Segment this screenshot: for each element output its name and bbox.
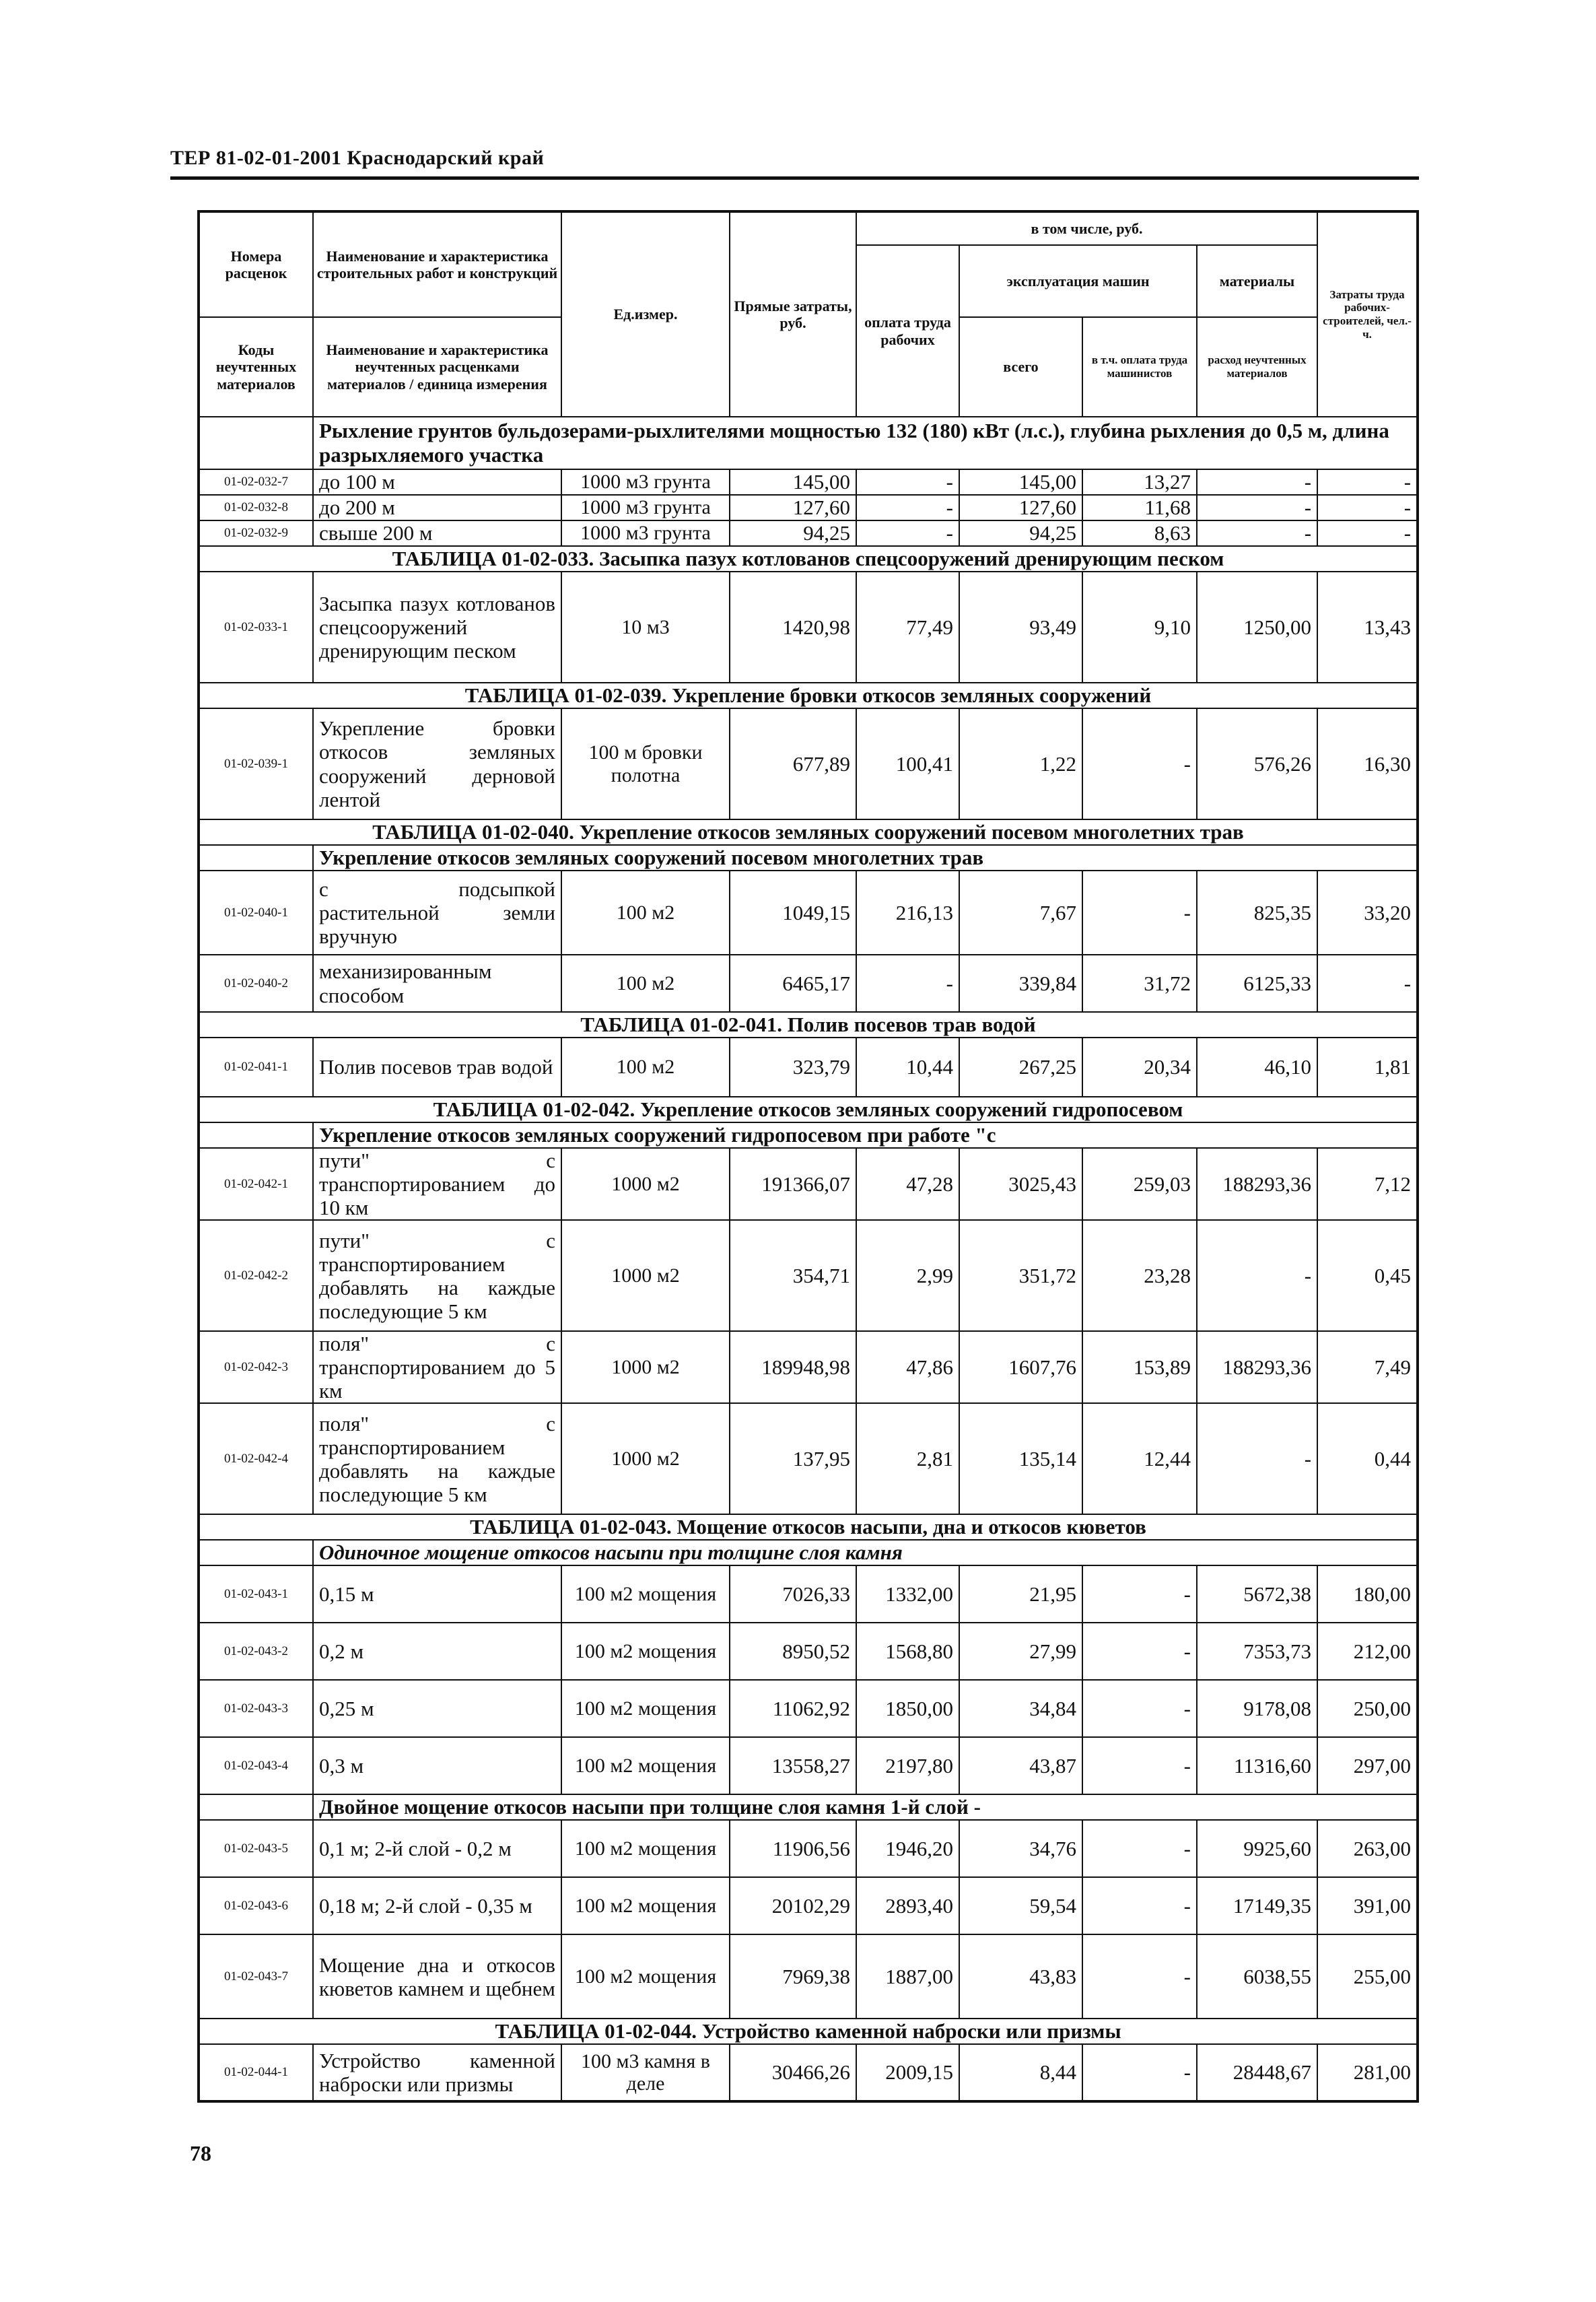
direct-cost: 354,71 xyxy=(730,1220,856,1331)
rate-unit: 100 м3 камня в деле xyxy=(561,2044,730,2101)
machinists-wages: 12,44 xyxy=(1082,1403,1197,1514)
labor: - xyxy=(1317,495,1418,520)
rate-name: до 100 м xyxy=(313,469,561,495)
rate-code: 01-02-032-8 xyxy=(199,495,313,520)
rate-unit: 100 м2 xyxy=(561,955,730,1012)
machines-total: 267,25 xyxy=(959,1038,1082,1097)
table-row xyxy=(199,572,1418,683)
table-row xyxy=(199,520,1418,546)
machinists-wages: - xyxy=(1082,2044,1197,2101)
section-spacer xyxy=(199,1122,313,1148)
table-row xyxy=(199,1331,1418,1403)
wages: 2009,15 xyxy=(856,2044,959,2101)
table-row xyxy=(199,469,1418,495)
table-title-039: ТАБЛИЦА 01-02-039. Укрепление бровки откосов земляных сооружений xyxy=(199,683,1418,708)
rate-code: 01-02-042-4 xyxy=(199,1403,313,1514)
section-title-032: Рыхление грунтов бульдозерами-рыхлителями мощностью 132 (180) кВт (л.с.), глубина рыхления до 0,5 м, длина разрыхляемого участка xyxy=(313,417,1418,469)
machines-total: 94,25 xyxy=(959,520,1082,546)
table-row xyxy=(199,955,1418,1012)
machinists-wages: 259,03 xyxy=(1082,1148,1197,1220)
table-row xyxy=(199,871,1418,955)
machinists-wages: - xyxy=(1082,1737,1197,1794)
materials: 11316,60 xyxy=(1197,1737,1317,1794)
wages: 2893,40 xyxy=(856,1877,959,1934)
rate-name: свыше 200 м xyxy=(313,520,561,546)
col-name-header: Наименование и характеристика строительных работ и конструкций xyxy=(313,211,561,317)
direct-cost: 191366,07 xyxy=(730,1148,856,1220)
labor: 255,00 xyxy=(1317,1934,1418,2019)
rate-code: 01-02-032-9 xyxy=(199,520,313,546)
rate-unit: 10 м3 xyxy=(561,572,730,683)
table-row xyxy=(199,1737,1418,1794)
machines-total: 27,99 xyxy=(959,1623,1082,1680)
rate-name: до 200 м xyxy=(313,495,561,520)
materials: 7353,73 xyxy=(1197,1623,1317,1680)
col-materials-header: материалы xyxy=(1197,245,1317,317)
wages: 77,49 xyxy=(856,572,959,683)
machines-total: 93,49 xyxy=(959,572,1082,683)
machines-total: 351,72 xyxy=(959,1220,1082,1331)
rate-name: пути" с транспортированием добавлять на каждые последующие 5 км xyxy=(313,1220,561,1331)
materials: 825,35 xyxy=(1197,871,1317,955)
direct-cost: 11906,56 xyxy=(730,1820,856,1877)
labor: 13,43 xyxy=(1317,572,1418,683)
rate-name: 0,3 м xyxy=(313,1737,561,1794)
wages: - xyxy=(856,955,959,1012)
wages: 47,86 xyxy=(856,1331,959,1403)
materials: - xyxy=(1197,520,1317,546)
labor: 0,44 xyxy=(1317,1403,1418,1514)
rate-unit: 1000 м3 грунта xyxy=(561,520,730,546)
machines-total: 8,44 xyxy=(959,2044,1082,2101)
direct-cost: 1049,15 xyxy=(730,871,856,955)
rate-code: 01-02-043-1 xyxy=(199,1565,313,1623)
labor: - xyxy=(1317,520,1418,546)
rate-unit: 1000 м3 грунта xyxy=(561,495,730,520)
section-subtitle-043-double: Двойное мощение откосов насыпи при толщине слоя камня 1-й слой - xyxy=(313,1794,1418,1820)
machines-total: 43,87 xyxy=(959,1737,1082,1794)
wages: 216,13 xyxy=(856,871,959,955)
wages: - xyxy=(856,520,959,546)
rate-code: 01-02-043-6 xyxy=(199,1877,313,1934)
wages: 47,28 xyxy=(856,1148,959,1220)
machinists-wages: 11,68 xyxy=(1082,495,1197,520)
rate-name: 0,1 м; 2-й слой - 0,2 м xyxy=(313,1820,561,1877)
col-machines-header: эксплуатация машин xyxy=(959,245,1197,317)
wages: 1850,00 xyxy=(856,1680,959,1737)
machinists-wages: 9,10 xyxy=(1082,572,1197,683)
wages: 2,99 xyxy=(856,1220,959,1331)
table-row xyxy=(199,1148,1418,1220)
materials: 188293,36 xyxy=(1197,1331,1317,1403)
materials: - xyxy=(1197,495,1317,520)
direct-cost: 677,89 xyxy=(730,708,856,819)
rate-code: 01-02-040-2 xyxy=(199,955,313,1012)
table-row xyxy=(199,1877,1418,1934)
section-spacer xyxy=(199,845,313,871)
col-numbers-header: Номера расценок xyxy=(199,211,313,317)
rate-name: Мощение дна и откосов кюветов камнем и щебнем xyxy=(313,1934,561,2019)
materials: 1250,00 xyxy=(1197,572,1317,683)
direct-cost: 323,79 xyxy=(730,1038,856,1097)
labor: 33,20 xyxy=(1317,871,1418,955)
labor: 212,00 xyxy=(1317,1623,1418,1680)
direct-cost: 7026,33 xyxy=(730,1565,856,1623)
rate-code: 01-02-043-3 xyxy=(199,1680,313,1737)
rate-name: 0,15 м xyxy=(313,1565,561,1623)
labor: 297,00 xyxy=(1317,1737,1418,1794)
wages: - xyxy=(856,495,959,520)
direct-cost: 30466,26 xyxy=(730,2044,856,2101)
rate-unit: 1000 м2 xyxy=(561,1148,730,1220)
table-row xyxy=(199,2044,1418,2101)
rate-unit: 100 м2 мощения xyxy=(561,1680,730,1737)
direct-cost: 145,00 xyxy=(730,469,856,495)
direct-cost: 6465,17 xyxy=(730,955,856,1012)
rate-unit: 100 м2 мощения xyxy=(561,1623,730,1680)
wages: 1332,00 xyxy=(856,1565,959,1623)
rate-unit: 1000 м2 xyxy=(561,1403,730,1514)
table-row xyxy=(199,495,1418,520)
direct-cost: 94,25 xyxy=(730,520,856,546)
rate-name: 0,25 м xyxy=(313,1680,561,1737)
col-codes-header: Коды неучтенных материалов xyxy=(199,317,313,417)
machinists-wages: 153,89 xyxy=(1082,1331,1197,1403)
table-title-042: ТАБЛИЦА 01-02-042. Укрепление откосов земляных сооружений гидропосевом xyxy=(199,1097,1418,1122)
machinists-wages: 13,27 xyxy=(1082,469,1197,495)
rate-unit: 1000 м2 xyxy=(561,1220,730,1331)
rate-name: Устройство каменной наброски или призмы xyxy=(313,2044,561,2101)
col-machinists-header: в т.ч. оплата труда машинистов xyxy=(1082,317,1197,417)
rate-name: механизированным способом xyxy=(313,955,561,1012)
rate-unit: 100 м2 мощения xyxy=(561,1820,730,1877)
wages: - xyxy=(856,469,959,495)
materials: 5672,38 xyxy=(1197,1565,1317,1623)
labor: 281,00 xyxy=(1317,2044,1418,2101)
labor: - xyxy=(1317,469,1418,495)
machines-total: 7,67 xyxy=(959,871,1082,955)
col-matconsumption-header: расход неучтенных материалов xyxy=(1197,317,1317,417)
rate-name: Засыпка пазух котлованов спецсооружений дренирующим песком xyxy=(313,572,561,683)
machines-total: 3025,43 xyxy=(959,1148,1082,1220)
col-direct-header: Прямые затраты, руб. xyxy=(730,211,856,417)
rate-name: Укрепление бровки откосов земляных сооружений дерновой лентой xyxy=(313,708,561,819)
materials: 46,10 xyxy=(1197,1038,1317,1097)
col-unit-header: Ед.измер. xyxy=(561,211,730,417)
rate-name: поля" с транспортированием добавлять на каждые последующие 5 км xyxy=(313,1403,561,1514)
direct-cost: 7969,38 xyxy=(730,1934,856,2019)
section-subtitle-042: Укрепление откосов земляных сооружений гидропосевом при работе "с xyxy=(313,1122,1418,1148)
rate-code: 01-02-042-1 xyxy=(199,1148,313,1220)
rate-name: с подсыпкой растительной земли вручную xyxy=(313,871,561,955)
labor: 1,81 xyxy=(1317,1038,1418,1097)
rate-unit: 100 м2 xyxy=(561,1038,730,1097)
machinists-wages: - xyxy=(1082,1820,1197,1877)
rate-code: 01-02-043-5 xyxy=(199,1820,313,1877)
labor: 7,12 xyxy=(1317,1148,1418,1220)
rates-table xyxy=(197,210,1419,2103)
direct-cost: 127,60 xyxy=(730,495,856,520)
rate-code: 01-02-042-3 xyxy=(199,1331,313,1403)
machinists-wages: 31,72 xyxy=(1082,955,1197,1012)
rate-name: пути" с транспортированием до 10 км xyxy=(313,1148,561,1220)
machinists-wages: 8,63 xyxy=(1082,520,1197,546)
machines-total: 145,00 xyxy=(959,469,1082,495)
labor: 0,45 xyxy=(1317,1220,1418,1331)
direct-cost: 137,95 xyxy=(730,1403,856,1514)
machinists-wages: - xyxy=(1082,1680,1197,1737)
table-title-033: ТАБЛИЦА 01-02-033. Засыпка пазух котлованов спецсооружений дренирующим песком xyxy=(199,546,1418,572)
rate-name: 0,2 м xyxy=(313,1623,561,1680)
rate-code: 01-02-032-7 xyxy=(199,469,313,495)
col-labor-header: Затраты труда рабочих-строителей, чел.-ч. xyxy=(1317,211,1418,417)
section-subtitle-043-single: Одиночное мощение откосов насыпи при толщине слоя камня xyxy=(313,1540,1418,1565)
col-total-header: всего xyxy=(959,317,1082,417)
table-row xyxy=(199,1820,1418,1877)
machinists-wages: - xyxy=(1082,1565,1197,1623)
header-rule xyxy=(170,176,1419,180)
rate-name: Полив посевов трав водой xyxy=(313,1038,561,1097)
machines-total: 339,84 xyxy=(959,955,1082,1012)
table-row xyxy=(199,1403,1418,1514)
labor: 180,00 xyxy=(1317,1565,1418,1623)
table-title-044: ТАБЛИЦА 01-02-044. Устройство каменной наброски или призмы xyxy=(199,2019,1418,2044)
table-title-040: ТАБЛИЦА 01-02-040. Укрепление откосов земляных сооружений посевом многолетних трав xyxy=(199,819,1418,845)
machinists-wages: - xyxy=(1082,1877,1197,1934)
wages: 100,41 xyxy=(856,708,959,819)
wages: 1946,20 xyxy=(856,1820,959,1877)
machinists-wages: 20,34 xyxy=(1082,1038,1197,1097)
machines-total: 127,60 xyxy=(959,495,1082,520)
machinists-wages: - xyxy=(1082,871,1197,955)
machines-total: 59,54 xyxy=(959,1877,1082,1934)
machinists-wages: 23,28 xyxy=(1082,1220,1197,1331)
rate-unit: 1000 м2 xyxy=(561,1331,730,1403)
table-row xyxy=(199,708,1418,819)
direct-cost: 189948,98 xyxy=(730,1331,856,1403)
table-row xyxy=(199,1220,1418,1331)
rate-name: 0,18 м; 2-й слой - 0,35 м xyxy=(313,1877,561,1934)
table-row xyxy=(199,1038,1418,1097)
machines-total: 34,76 xyxy=(959,1820,1082,1877)
labor: 391,00 xyxy=(1317,1877,1418,1934)
table-title-041: ТАБЛИЦА 01-02-041. Полив посевов трав водой xyxy=(199,1012,1418,1038)
section-spacer xyxy=(199,417,313,469)
section-spacer xyxy=(199,1794,313,1820)
rate-unit: 1000 м3 грунта xyxy=(561,469,730,495)
labor: 263,00 xyxy=(1317,1820,1418,1877)
direct-cost: 13558,27 xyxy=(730,1737,856,1794)
table-title-043: ТАБЛИЦА 01-02-043. Мощение откосов насыпи, дна и откосов кюветов xyxy=(199,1514,1418,1540)
materials: 28448,67 xyxy=(1197,2044,1317,2101)
materials: 9925,60 xyxy=(1197,1820,1317,1877)
materials: - xyxy=(1197,1220,1317,1331)
rate-code: 01-02-043-4 xyxy=(199,1737,313,1794)
materials: 6038,55 xyxy=(1197,1934,1317,2019)
section-spacer xyxy=(199,1540,313,1565)
materials: - xyxy=(1197,469,1317,495)
rate-code: 01-02-041-1 xyxy=(199,1038,313,1097)
labor: 16,30 xyxy=(1317,708,1418,819)
machinists-wages: - xyxy=(1082,708,1197,819)
rate-unit: 100 м бровки полотна xyxy=(561,708,730,819)
materials: 9178,08 xyxy=(1197,1680,1317,1737)
section-subtitle-040: Укрепление откосов земляных сооружений посевом многолетних трав xyxy=(313,845,1418,871)
table-row xyxy=(199,1623,1418,1680)
page-number: 78 xyxy=(190,2141,211,2165)
rate-name: поля" с транспортированием до 5 км xyxy=(313,1331,561,1403)
machines-total: 1607,76 xyxy=(959,1331,1082,1403)
machinists-wages: - xyxy=(1082,1934,1197,2019)
wages: 2197,80 xyxy=(856,1737,959,1794)
rate-code: 01-02-033-1 xyxy=(199,572,313,683)
col-wages-header: оплата труда рабочих xyxy=(856,245,959,417)
machines-total: 1,22 xyxy=(959,708,1082,819)
rate-unit: 100 м2 мощения xyxy=(561,1877,730,1934)
rate-code: 01-02-040-1 xyxy=(199,871,313,955)
machines-total: 135,14 xyxy=(959,1403,1082,1514)
direct-cost: 8950,52 xyxy=(730,1623,856,1680)
direct-cost: 1420,98 xyxy=(730,572,856,683)
materials: - xyxy=(1197,1403,1317,1514)
wages: 10,44 xyxy=(856,1038,959,1097)
direct-cost: 11062,92 xyxy=(730,1680,856,1737)
document-header: ТЕР 81-02-01-2001 Краснодарский край xyxy=(170,147,545,169)
rate-code: 01-02-043-7 xyxy=(199,1934,313,2019)
wages: 2,81 xyxy=(856,1403,959,1514)
rate-unit: 100 м2 xyxy=(561,871,730,955)
materials: 6125,33 xyxy=(1197,955,1317,1012)
rate-code: 01-02-039-1 xyxy=(199,708,313,819)
rate-code: 01-02-043-2 xyxy=(199,1623,313,1680)
rate-unit: 100 м2 мощения xyxy=(561,1934,730,2019)
table-row xyxy=(199,1680,1418,1737)
rate-unit: 100 м2 мощения xyxy=(561,1737,730,1794)
rate-code: 01-02-044-1 xyxy=(199,2044,313,2101)
machines-total: 34,84 xyxy=(959,1680,1082,1737)
labor: 250,00 xyxy=(1317,1680,1418,1737)
machines-total: 43,83 xyxy=(959,1934,1082,2019)
table-row xyxy=(199,1565,1418,1623)
machines-total: 21,95 xyxy=(959,1565,1082,1623)
col-incl-header: в том числе, руб. xyxy=(856,211,1317,245)
materials: 188293,36 xyxy=(1197,1148,1317,1220)
table-row xyxy=(199,1934,1418,2019)
materials: 576,26 xyxy=(1197,708,1317,819)
machinists-wages: - xyxy=(1082,1623,1197,1680)
col-name2-header: Наименование и характеристика неучтенных расценками материалов / единица измерения xyxy=(313,317,561,417)
labor: 7,49 xyxy=(1317,1331,1418,1403)
rate-code: 01-02-042-2 xyxy=(199,1220,313,1331)
direct-cost: 20102,29 xyxy=(730,1877,856,1934)
materials: 17149,35 xyxy=(1197,1877,1317,1934)
wages: 1887,00 xyxy=(856,1934,959,2019)
wages: 1568,80 xyxy=(856,1623,959,1680)
labor: - xyxy=(1317,955,1418,1012)
rate-unit: 100 м2 мощения xyxy=(561,1565,730,1623)
